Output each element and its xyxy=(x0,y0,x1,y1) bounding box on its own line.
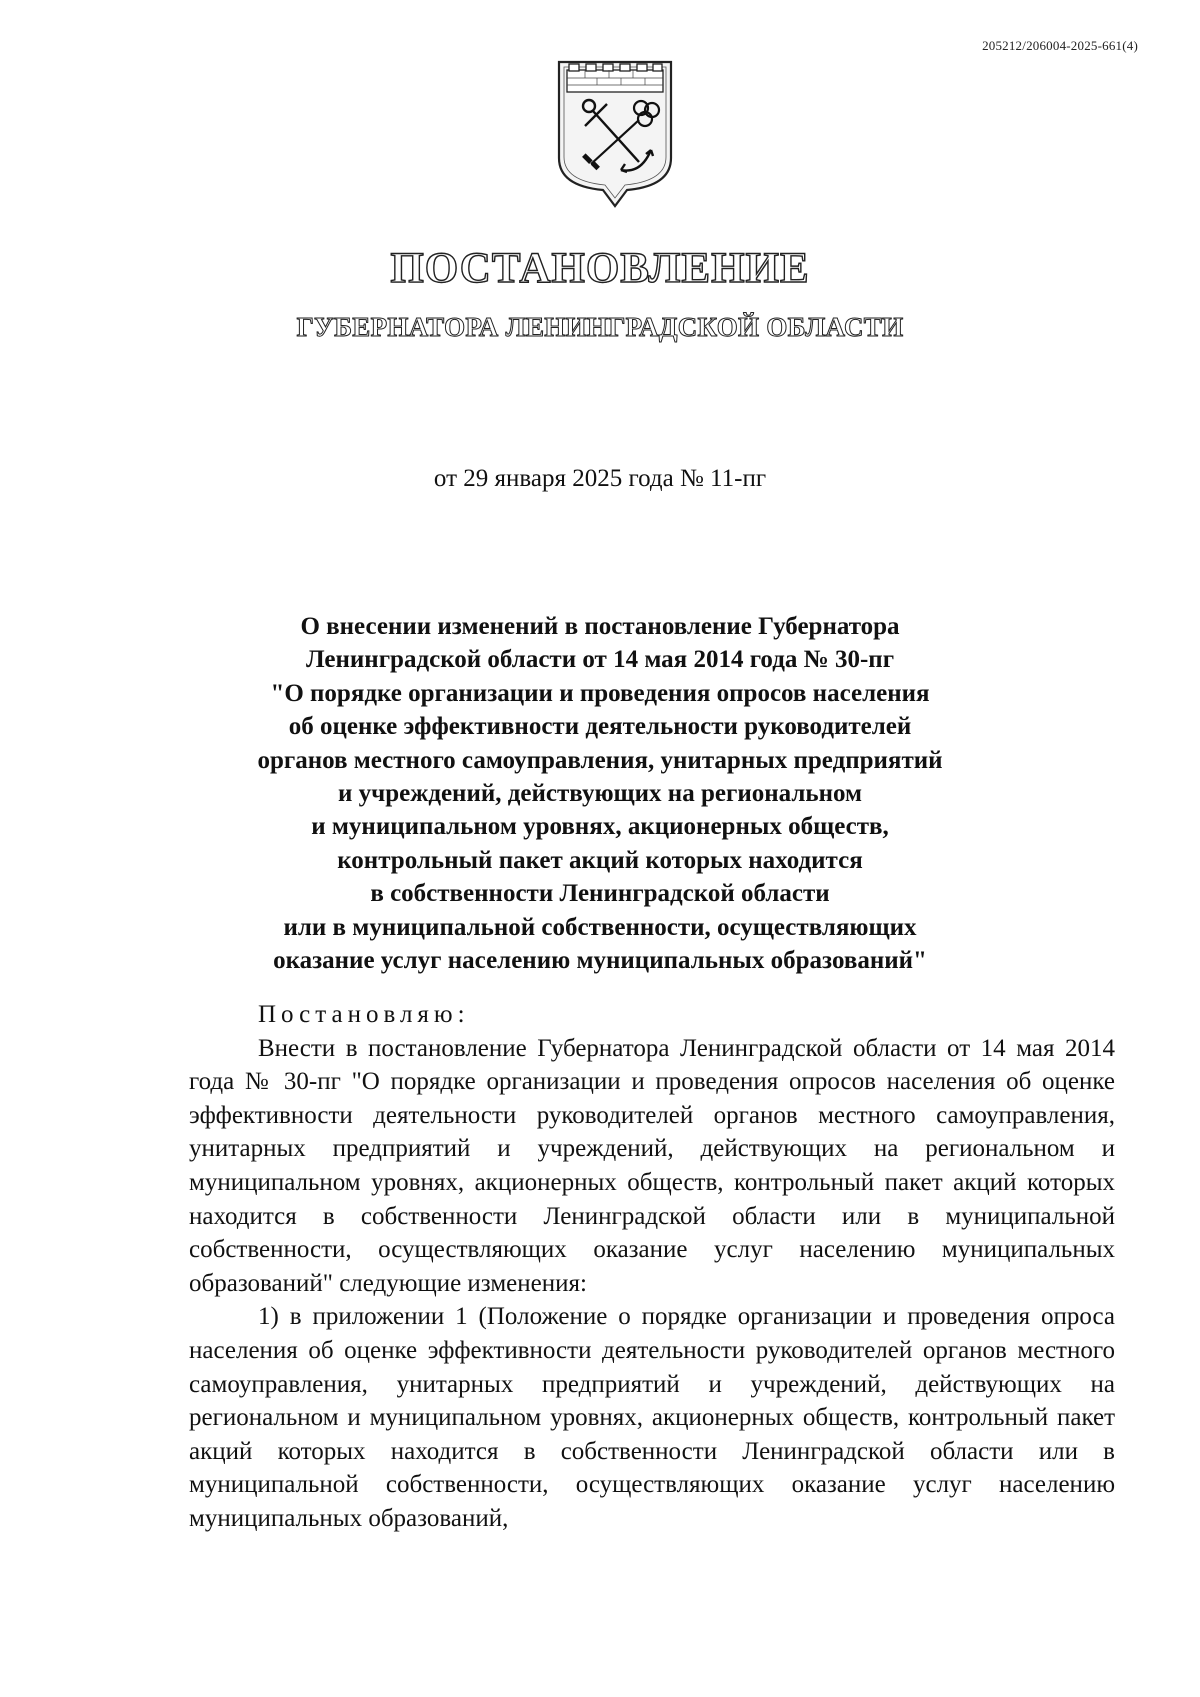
coat-of-arms-emblem xyxy=(555,58,675,208)
document-registration-number: 205212/206004-2025-661(4) xyxy=(982,38,1138,53)
body-paragraph: Внести в постановление Губернатора Ленинградской области от 14 мая 2014 года № 30-пг "О порядке организации и проведения опросов населения об оценке эффективности деятельности руководителей органов местного самоуправления, унитарных предприятий и учреждений, действующих на региональном и муниципальном уровнях, акционерных обществ, контрольный пакет акций которых находится в собственности Ленинградской области или в муниципальной собственности, осуществляющих оказание услуг населению муниципальных образований" следующие изменения: xyxy=(189,1034,1115,1297)
document-title: ПОСТАНОВЛЕНИЕ xyxy=(390,245,810,292)
heading-line: органов местного самоуправления, унитарных предприятий xyxy=(257,746,943,774)
heading-line: Ленинградской области от 14 мая 2014 года № 30-пг xyxy=(305,646,895,674)
heading-line: или в муниципальной собственности, осуществляющих xyxy=(283,913,917,941)
document-date-number: от 29 января 2025 года № 11-пг xyxy=(433,465,767,492)
heading-line: об оценке эффективности деятельности руководителей xyxy=(288,713,912,741)
heading-line: и учреждений, действующих на региональном xyxy=(337,780,863,808)
heading-line: контрольный пакет акций которых находится xyxy=(337,846,863,874)
document-heading xyxy=(0,610,1200,977)
heading-line: О внесении изменений в постановление Губернатора xyxy=(300,613,900,640)
heading-line: оказание услуг населению муниципальных образований" xyxy=(273,947,927,975)
body-paragraph: 1) в приложении 1 (Положение о порядке организации и проведения опроса населения об оценке эффективности деятельности руководителей органов местного самоуправления, унитарных предприятий и учреждений, действующих на региональном и муниципальном уровнях, акционерных обществ, контрольный пакет акций которых находится в собственности Ленинградской области или в муниципальной собственности, осуществляющих оказание услуг населению муниципальных образований, xyxy=(189,1303,1115,1532)
heading-line: и муниципальном уровнях, акционерных обществ, xyxy=(311,813,889,841)
document-body xyxy=(189,998,1115,1536)
heading-line: в собственности Ленинградской области xyxy=(370,880,830,908)
document-issuer: ГУБЕРНАТОРА ЛЕНИНГРАДСКОЙ ОБЛАСТИ xyxy=(296,312,904,342)
resolve-statement: Постановляю: xyxy=(258,1001,470,1028)
heading-line: "О порядке организации и проведения опросов населения xyxy=(270,679,930,707)
